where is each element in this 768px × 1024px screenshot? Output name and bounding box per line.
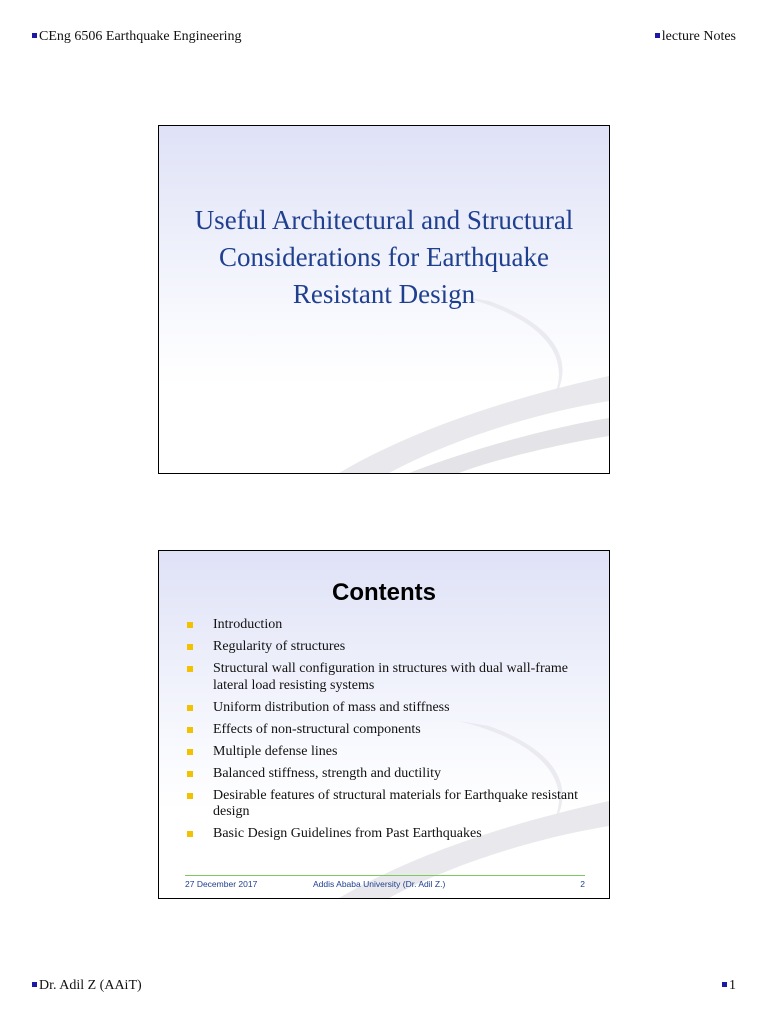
page-footer-right [722,978,736,994]
square-bullet-icon [32,33,37,38]
square-bullet-icon [655,33,660,38]
square-bullet-icon [187,749,193,755]
slide-2 [158,550,610,899]
contents-list [185,617,585,848]
list-item: Uniform distribution of mass and stiffness [185,700,585,717]
notes-label: lecture Notes [661,29,736,44]
square-bullet-icon [32,982,37,987]
square-bullet-icon [187,644,193,650]
square-bullet-icon [187,666,193,672]
slide-institution: Addis Ababa University (Dr. Adil Z.) [313,879,446,889]
page-footer-left [32,978,142,994]
page-number: 1 [729,978,736,993]
slide-date: 27 December 2017 [185,879,258,889]
square-bullet-icon [722,982,727,987]
author-label: Dr. Adil Z (AAiT) [39,978,142,993]
contents-title: Contents [332,579,436,606]
list-item: Structural wall configuration in structures with dual wall-frame lateral load resisting systems [185,661,585,694]
square-bullet-icon [187,705,193,711]
list-item: Basic Design Guidelines from Past Earthquakes [185,826,585,843]
square-bullet-icon [187,793,193,799]
slide-1 [158,125,610,474]
square-bullet-icon [187,831,193,837]
list-item: Balanced stiffness, strength and ductility [185,766,585,783]
list-item: Introduction [185,617,585,634]
square-bullet-icon [187,727,193,733]
square-bullet-icon [187,622,193,628]
page-header-left [32,29,242,45]
list-item: Multiple defense lines [185,744,585,761]
slide-footer [185,875,585,889]
list-item: Desirable features of structural materials for Earthquake resistant design [185,788,585,821]
page-header-right [655,29,736,45]
slide-title: Useful Architectural and Structural Considerations for Earthquake Resistant Design [194,205,574,309]
list-item: Regularity of structures [185,639,585,656]
square-bullet-icon [187,771,193,777]
list-item: Effects of non-structural components [185,722,585,739]
slide-number: 2 [580,879,585,889]
course-title: CEng 6506 Earthquake Engineering [39,29,242,44]
